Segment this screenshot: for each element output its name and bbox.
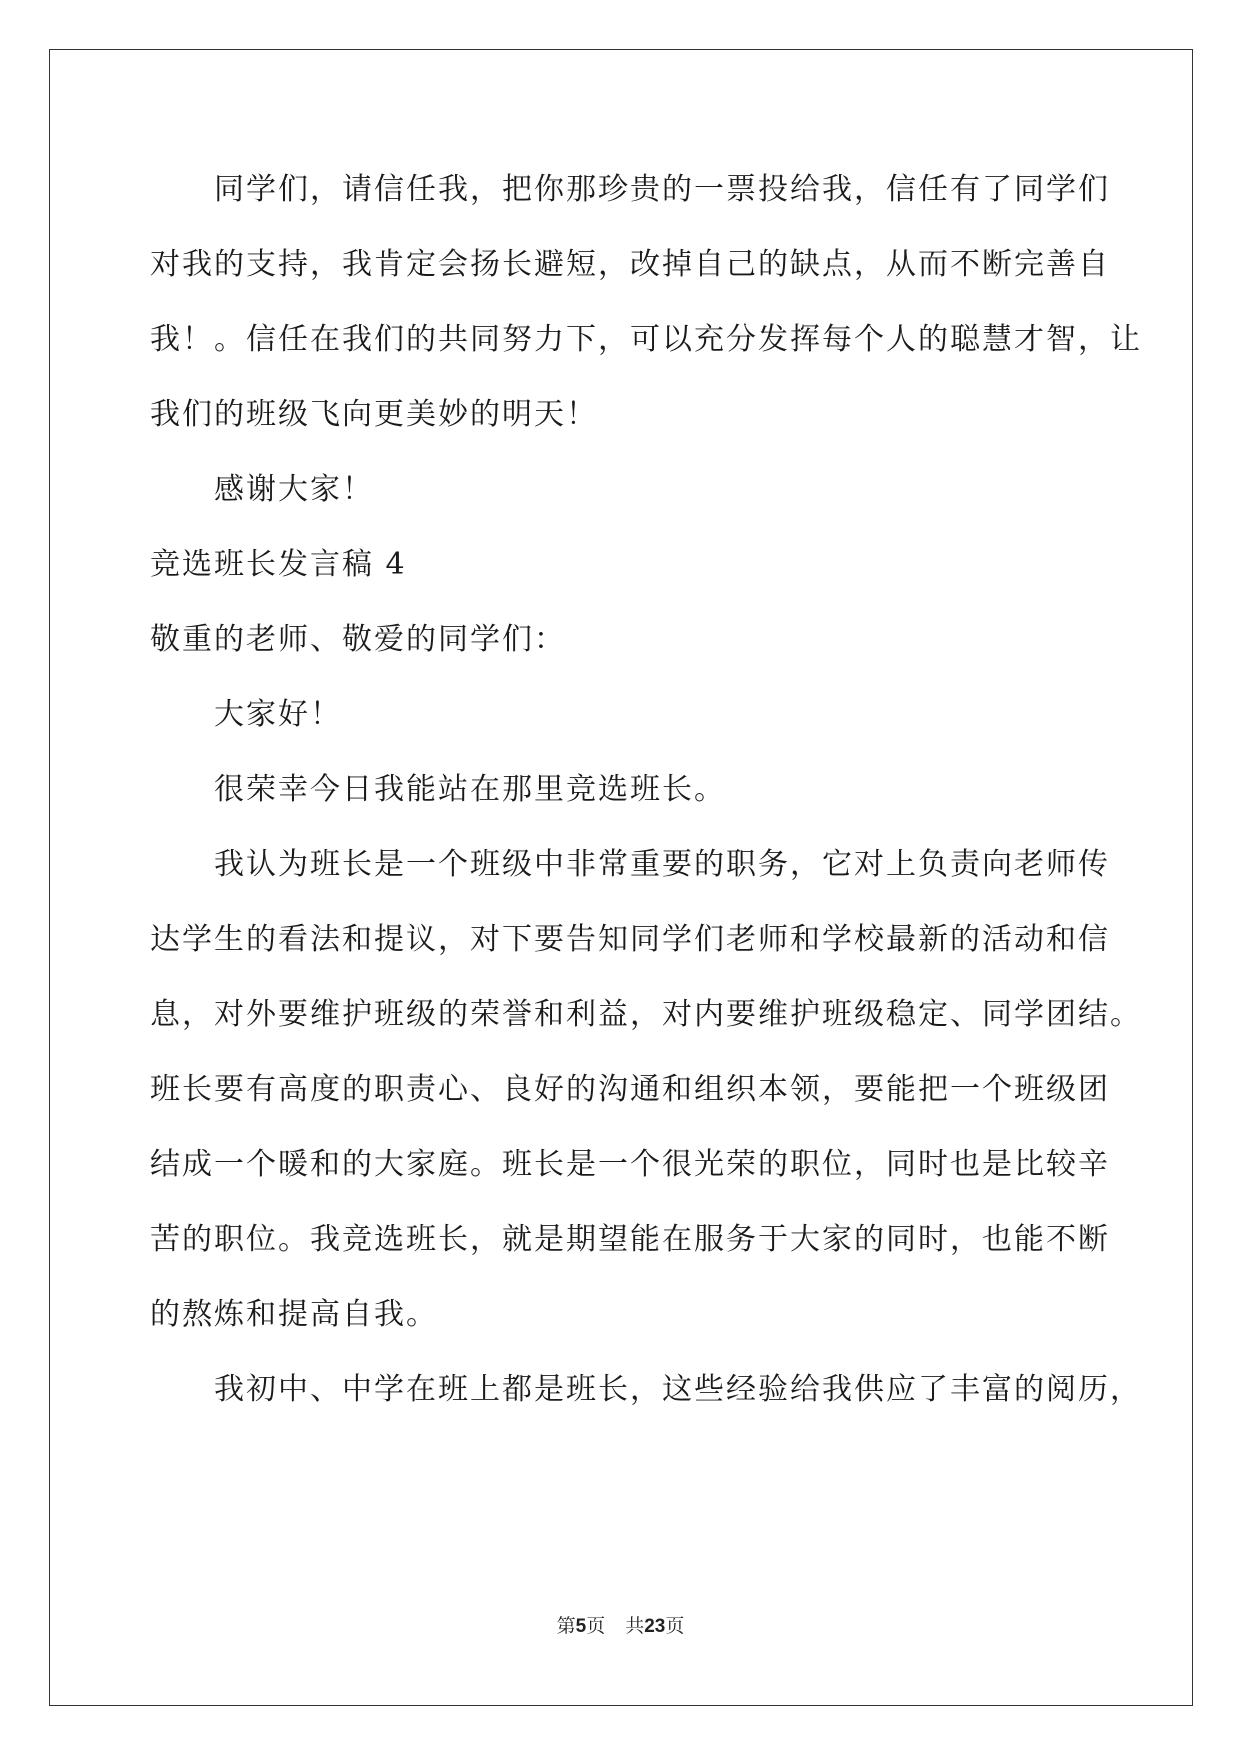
paragraph-line: 对我的支持，我肯定会扬长避短，改掉自己的缺点，从而不断完善自 bbox=[150, 247, 1110, 282]
paragraph-line: 很荣幸今日我能站在那里竞选班长。 bbox=[214, 772, 726, 807]
paragraph-line: 息，对外要维护班级的荣誉和利益，对内要维护班级稳定、同学团结。 bbox=[150, 997, 1142, 1032]
paragraph-line: 感谢大家！ bbox=[214, 472, 374, 507]
total-page-count: 23 bbox=[644, 1616, 666, 1637]
paragraph-line: 苦的职位。我竞选班长，就是期望能在服务于大家的同时，也能不断 bbox=[150, 1222, 1110, 1257]
salutation: 敬重的老师、敬爱的同学们： bbox=[150, 622, 566, 657]
paragraph-line: 班长要有高度的职责心、良好的沟通和组织本领，要能把一个班级团 bbox=[150, 1072, 1110, 1107]
paragraph-line: 我！。信任在我们的共同努力下，可以充分发挥每个人的聪慧才智，让 bbox=[150, 322, 1142, 357]
footer-total-suffix: 页 bbox=[665, 1615, 685, 1637]
paragraph-line: 结成一个暖和的大家庭。班长是一个很光荣的职位，同时也是比较辛 bbox=[150, 1147, 1110, 1182]
footer-page-suffix: 页 bbox=[586, 1615, 606, 1637]
paragraph-line: 同学们，请信任我，把你那珍贵的一票投给我，信任有了同学们 bbox=[214, 172, 1110, 207]
footer-prefix: 第 bbox=[556, 1615, 576, 1637]
paragraph-line: 我们的班级飞向更美妙的明天！ bbox=[150, 397, 598, 432]
section-heading: 竞选班长发言稿 4 bbox=[150, 547, 407, 582]
paragraph-line: 我认为班长是一个班级中非常重要的职务，它对上负责向老师传 bbox=[214, 847, 1110, 882]
paragraph-line: 我初中、中学在班上都是班长，这些经验给我供应了丰富的阅历， bbox=[214, 1372, 1142, 1407]
paragraph-line: 达学生的看法和提议，对下要告知同学们老师和学校最新的活动和信 bbox=[150, 922, 1110, 957]
page-footer bbox=[0, 1614, 1241, 1639]
current-page-number: 5 bbox=[575, 1616, 587, 1637]
footer-total-prefix: 共 bbox=[625, 1615, 645, 1637]
paragraph-line: 的熬炼和提高自我。 bbox=[150, 1297, 438, 1332]
greeting: 大家好！ bbox=[214, 697, 342, 732]
